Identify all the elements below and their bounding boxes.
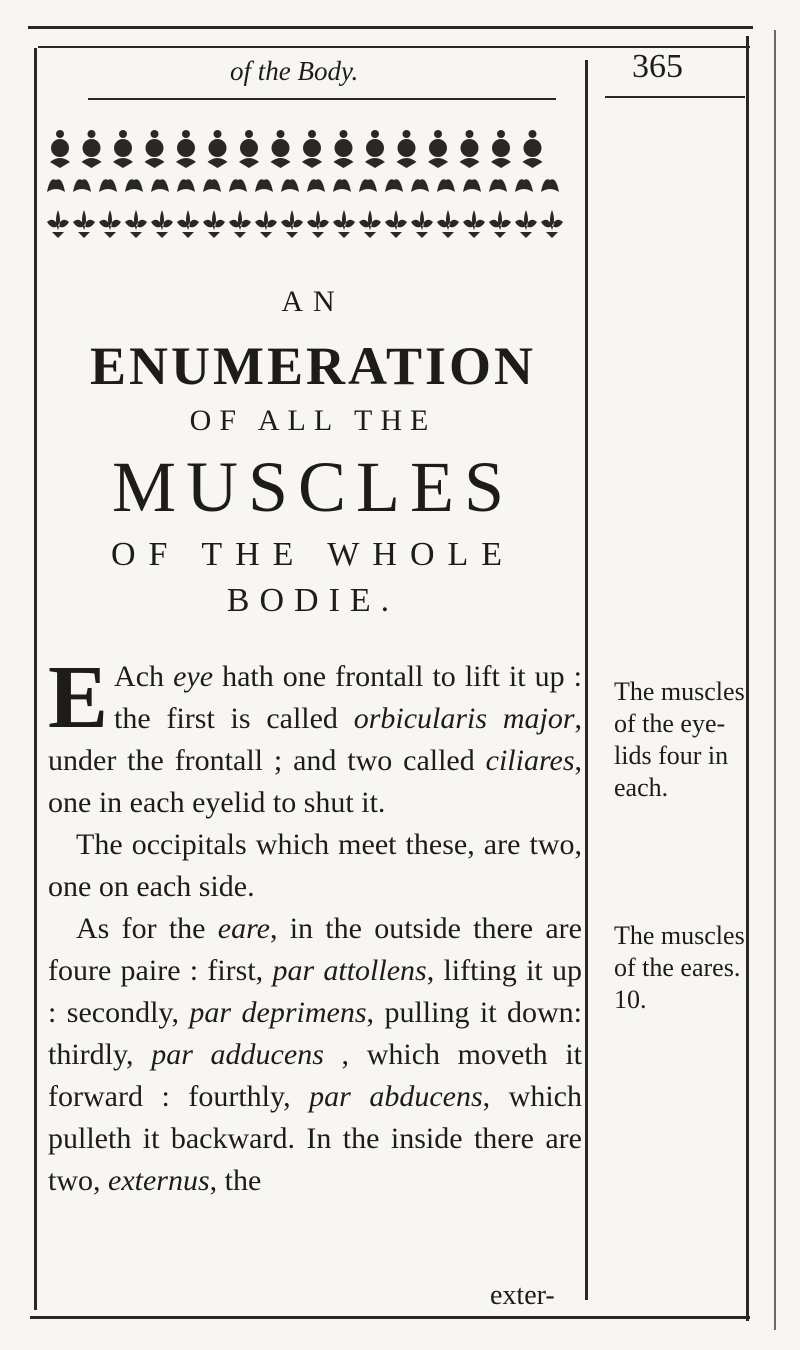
printers-ornament xyxy=(46,126,576,248)
fleur-de-lis xyxy=(411,210,433,238)
text-run: , lifting it up : secondly, xyxy=(48,954,582,1029)
fleuron-top xyxy=(460,130,480,168)
fleuron-top xyxy=(397,130,417,168)
fleuron-middle xyxy=(47,179,65,192)
paragraph-occipitals: The occipitals which meet these, are two, one on each side. xyxy=(48,828,582,903)
drop-cap: E xyxy=(48,648,109,747)
fleur-de-lis xyxy=(307,210,329,238)
fleur-de-lis xyxy=(73,210,95,238)
fleuron-top xyxy=(302,130,322,168)
fleur-de-lis xyxy=(229,210,251,238)
page-edge-line xyxy=(774,30,776,1330)
italic-run: par deprimens xyxy=(189,996,367,1029)
fleur-de-lis xyxy=(125,210,147,238)
fleuron-middle xyxy=(73,179,91,192)
fleur-de-lis xyxy=(333,210,355,238)
fleuron-middle xyxy=(125,179,143,192)
fleur-de-lis xyxy=(255,210,277,238)
italic-run: orbicularis major xyxy=(353,702,575,735)
italic-run: par attollens xyxy=(272,954,427,987)
fleuron-top xyxy=(113,130,133,168)
fleuron-top xyxy=(176,130,196,168)
fleur-de-lis xyxy=(359,210,381,238)
text-run: Ach xyxy=(114,660,174,693)
italic-run: ciliares xyxy=(485,744,575,777)
text-run: , in the outside there are foure paire : first, xyxy=(48,912,582,987)
fleuron-middle xyxy=(489,179,507,192)
fleuron-middle xyxy=(151,179,169,192)
paragraph-eare xyxy=(48,908,582,1202)
fleuron-top xyxy=(491,130,511,168)
fleuron-middle xyxy=(229,179,247,192)
fleuron-top xyxy=(334,130,354,168)
fleuron-top xyxy=(82,130,102,168)
fleur-de-lis xyxy=(489,210,511,238)
fleuron-middle xyxy=(463,179,481,192)
header-margin-rule xyxy=(605,96,745,98)
margin-note-eyelids: The muscles of the eye-lids four in each. xyxy=(614,677,745,802)
fleuron-middle xyxy=(385,179,403,192)
text-run: As for the xyxy=(76,912,218,945)
fleuron-top xyxy=(239,130,259,168)
italic-run: par adducens xyxy=(151,1038,324,1071)
text-run: , the xyxy=(209,1164,262,1197)
fleuron-top xyxy=(208,130,228,168)
fleuron-middle xyxy=(359,179,377,192)
text-run: , which pulleth it backward. In the inside there are two, xyxy=(48,1080,582,1197)
fleuron-middle xyxy=(437,179,455,192)
fleuron-middle xyxy=(99,179,117,192)
margin-note-eares: The muscles of the eares. 10. xyxy=(614,921,745,1014)
fleur-de-lis xyxy=(437,210,459,238)
fleur-de-lis xyxy=(47,210,69,238)
fleur-de-lis xyxy=(177,210,199,238)
frame-top-rule xyxy=(28,26,753,29)
fleuron-middle xyxy=(541,179,559,192)
text-run: , which moveth it forward : fourthly, xyxy=(48,1038,583,1113)
fleuron-top xyxy=(271,130,291,168)
body-text xyxy=(48,648,583,1202)
frame-bottom-rule xyxy=(30,1316,750,1319)
fleuron-top xyxy=(145,130,165,168)
fleuron-top xyxy=(365,130,385,168)
text-run: , under the frontall ; and two called xyxy=(48,702,582,777)
header-rule xyxy=(88,98,556,100)
text-run: hath one frontall to lift it up : the first is called xyxy=(114,660,582,735)
fleur-de-lis xyxy=(151,210,173,238)
running-head: of the Body. xyxy=(230,56,359,86)
fleuron-middle xyxy=(177,179,195,192)
frame-left-rule xyxy=(34,48,37,1310)
fleur-de-lis xyxy=(385,210,407,238)
fleuron-middle xyxy=(411,179,429,192)
title-line-5: OF THE WHOLE xyxy=(110,536,516,573)
fleuron-top xyxy=(428,130,448,168)
fleuron-middle xyxy=(281,179,299,192)
fleur-de-lis xyxy=(463,210,485,238)
title-line-1: AN xyxy=(281,285,345,318)
fleuron-top xyxy=(50,130,70,168)
page-number: 365 xyxy=(632,48,683,85)
italic-run: par abducens xyxy=(309,1080,483,1113)
fleur-de-lis xyxy=(515,210,537,238)
margin-divider-rule xyxy=(585,60,588,1300)
fleuron-middle xyxy=(203,179,221,192)
fleur-de-lis xyxy=(281,210,303,238)
italic-run: externus xyxy=(108,1164,210,1197)
fleur-de-lis xyxy=(203,210,225,238)
title-line-3: OF ALL THE xyxy=(189,404,437,437)
fleur-de-lis xyxy=(99,210,121,238)
title-line-2: ENUMERATION xyxy=(89,336,536,396)
fleuron-middle xyxy=(255,179,273,192)
text-run: , pulling it down: thirdly, xyxy=(48,996,582,1071)
paragraph-eye xyxy=(48,648,582,824)
catchword: exter- xyxy=(490,1280,555,1311)
title-line-6: BODIE. xyxy=(226,582,400,619)
fleuron-middle xyxy=(333,179,351,192)
fleur-de-lis xyxy=(541,210,563,238)
title-line-4: MUSCLES xyxy=(111,447,515,527)
text-run: , one in each eyelid to shut it. xyxy=(48,744,582,819)
italic-run: eare xyxy=(217,912,270,945)
fleuron-middle xyxy=(307,179,325,192)
fleuron-middle xyxy=(515,179,533,192)
fleuron-top xyxy=(523,130,543,168)
italic-run: eye xyxy=(173,660,214,693)
